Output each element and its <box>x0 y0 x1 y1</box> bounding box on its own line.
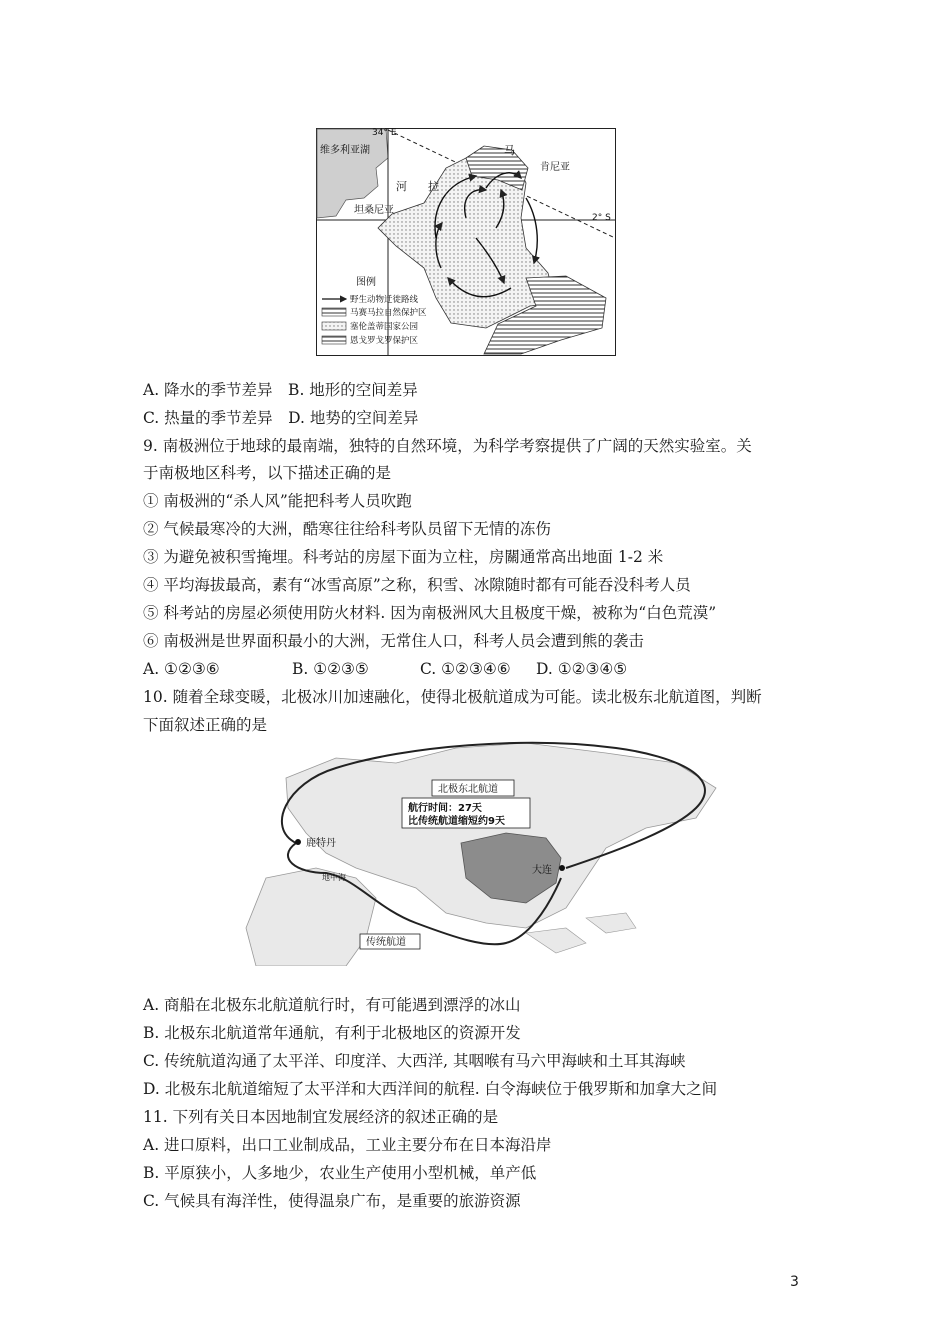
q10-option-a: A. 商船在北极东北航道航行时，有可能遇到漂浮的冰山 <box>143 996 521 1014</box>
q9-item-2: ② 气候最寒冷的大洲，酷寒往往给科考队员留下无情的冻伤 <box>143 520 551 538</box>
q9-stem-line1: 9. 南极洲位于地球的最南端，独特的自然环境，为科学考察提供了广阔的天然实验室。关 <box>143 437 752 455</box>
page-number: 3 <box>790 1274 799 1290</box>
svg-text:马赛马拉自然保护区: 马赛马拉自然保护区 <box>350 308 427 318</box>
q9-option-d: D. ①②③④⑤ <box>536 660 628 678</box>
rotterdam-point <box>295 839 301 845</box>
label-2s: 2° S <box>592 213 611 223</box>
q9-item-5: ⑤ 科考站的房屋必须使用防火材料. 因为南极洲风大且极度干燥，被称为“白色荒漠” <box>143 604 717 622</box>
time-info-line2: 比传统航道缩短约9天 <box>408 816 505 827</box>
q11-stem: 11. 下列有关日本因地制宜发展经济的叙述正确的是 <box>143 1108 499 1126</box>
q11-option-c: C. 气候具有海洋性，使得温泉广布，是重要的旅游资源 <box>143 1192 521 1210</box>
q8-option-ab: A. 降水的季节差异 B. 地形的空间差异 <box>143 381 418 399</box>
serengeti-migration-map <box>316 128 616 356</box>
q11-option-b: B. 平原狭小，人多地少，农业生产使用小型机械，单产低 <box>143 1164 537 1182</box>
label-la: 拉 <box>428 180 439 193</box>
q10-option-d: D. 北极东北航道缩短了太平洋和大西洋间的航程. 白令海峡位于俄罗斯和加拿大之间 <box>143 1080 718 1098</box>
label-ma: 马 <box>504 144 515 157</box>
q9-option-c: C. ①②③④⑥ <box>420 660 511 678</box>
africa-land <box>246 868 376 966</box>
dalian-label: 大连 <box>532 865 552 876</box>
svg-text:塞伦盖蒂国家公园: 塞伦盖蒂国家公园 <box>350 322 419 332</box>
arctic-route-label: 北极东北航道 <box>438 784 498 795</box>
q9-item-3: ③ 为避免被积雪掩埋。科考站的房屋下面为立柱，房關通常高出地面 1-2 米 <box>143 548 664 566</box>
svg-text:野生动物迁徙路线: 野生动物迁徙路线 <box>350 295 419 305</box>
q9-item-1: ① 南极洲的“杀人风”能把科考人员吹跑 <box>143 492 412 510</box>
label-kenya: 肯尼亚 <box>540 162 570 173</box>
label-tanzania: 坦桑尼亚 <box>354 205 394 216</box>
q9-option-a: A. ①②③⑥ <box>143 660 220 678</box>
label-he: 河 <box>396 180 407 193</box>
label-34e: 34° E <box>372 128 397 138</box>
rotterdam-label: 鹿特丹 <box>306 838 336 849</box>
q8-option-cd: C. 热量的季节差异 D. 地势的空间差异 <box>143 409 419 427</box>
q9-item-6: ⑥ 南极洲是世界面积最小的大洲，无常住人口，科考人员会遭到熊的袭击 <box>143 632 644 650</box>
q9-stem-line2: 于南极地区科考，以下描述正确的是 <box>143 464 392 482</box>
svg-text:恩戈罗戈罗保护区: 恩戈罗戈罗保护区 <box>350 336 419 346</box>
q11-option-a: A. 进口原料，出口工业制成品，工业主要分布在日本海沿岸 <box>143 1136 552 1154</box>
q10-option-c: C. 传统航道沟通了太平洋、印度洋、大西洋, 其咽喉有马六甲海峡和土耳其海峡 <box>143 1052 686 1070</box>
time-info-line1: 航行时间：27天 <box>408 803 482 814</box>
q10-option-b: B. 北极东北航道常年通航，有利于北极地区的资源开发 <box>143 1024 521 1042</box>
label-lake: 维多利亚湖 <box>320 145 370 156</box>
q9-option-b: B. ①②③⑤ <box>292 660 369 678</box>
arctic-route-map <box>226 738 732 966</box>
traditional-label: 传统航道 <box>366 937 406 948</box>
q10-stem-line2: 下面叙述正确的是 <box>143 716 268 734</box>
dalian-point <box>559 865 565 871</box>
svg-text:图例: 图例 <box>356 277 376 288</box>
q9-item-4: ④ 平均海拔最高，素有“冰雪高原”之称，积雪、冰隙随时都有可能吞没科考人员 <box>143 576 691 594</box>
q10-stem-line1: 10. 随着全球变暖，北极冰川加速融化，使得北极航道成为可能。读北极东北航道图，判断 <box>143 688 762 706</box>
med-label: 地中海 <box>322 873 346 882</box>
